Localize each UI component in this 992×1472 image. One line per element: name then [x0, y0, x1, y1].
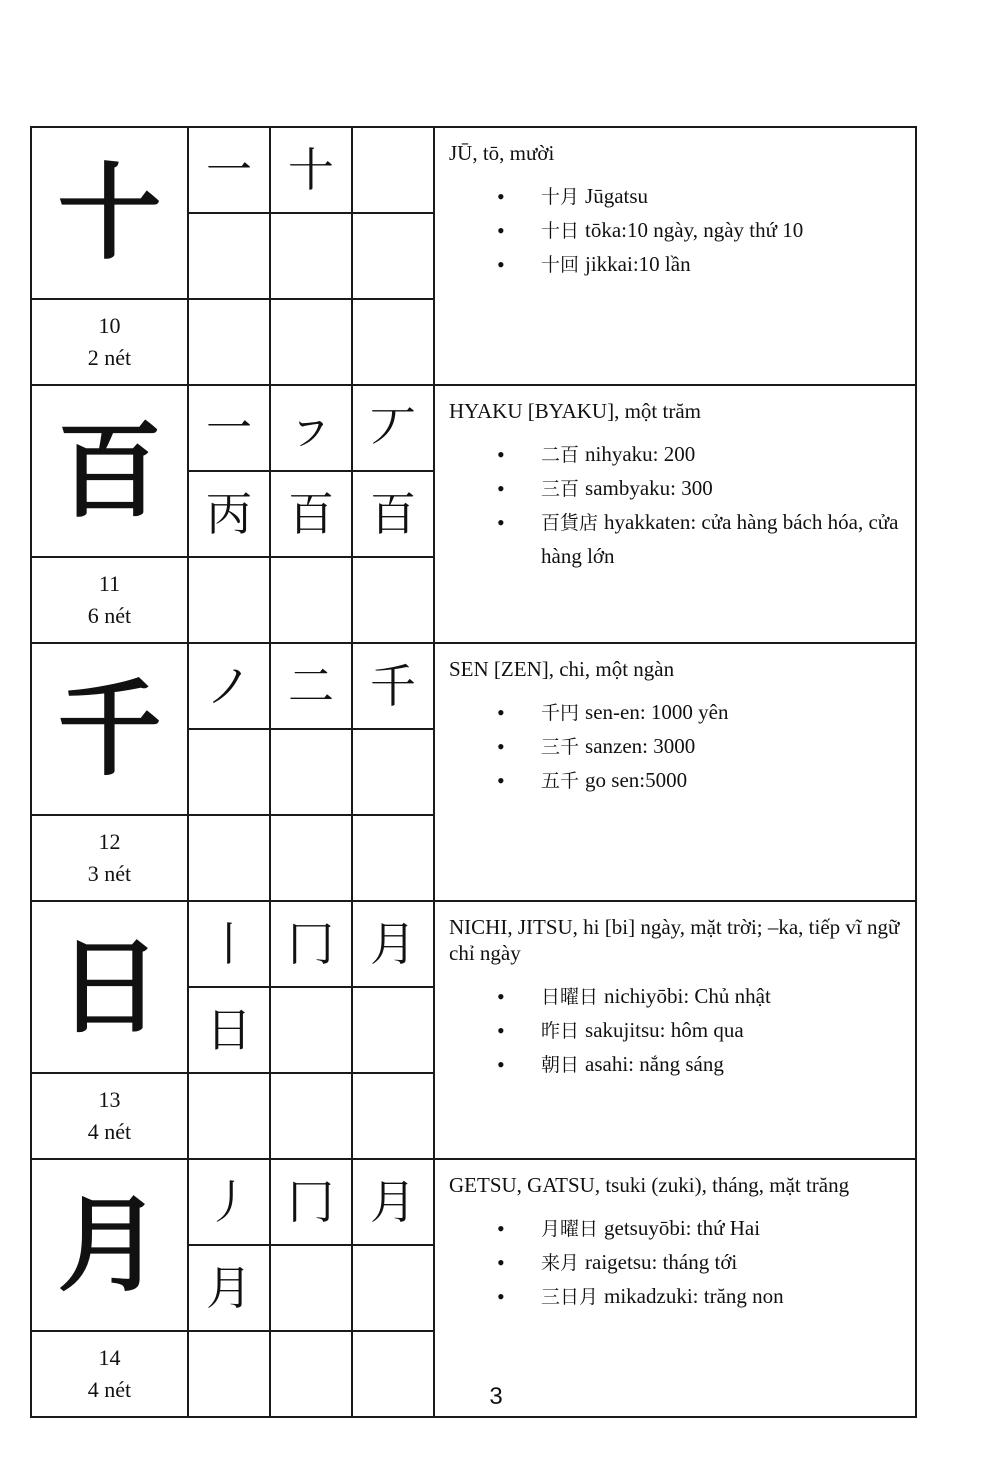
entry-row	[31, 643, 916, 729]
stroke-step-cell	[352, 213, 434, 299]
kanji-table	[30, 126, 917, 1418]
practice-cell	[270, 557, 352, 643]
kanji-number: 13	[98, 1087, 121, 1112]
example-text: sambyaku: 300	[585, 476, 713, 500]
stroke-step: 丨	[206, 917, 252, 971]
stroke-step: 百	[288, 487, 334, 541]
stroke-step-cell	[270, 385, 352, 471]
example-kanji: 十月	[541, 186, 580, 208]
info-cell	[434, 385, 916, 643]
stroke-step: 日	[206, 1003, 252, 1057]
example-item	[449, 214, 903, 248]
reading-text: GETSU, GATSU, tsuki (zuki), tháng, mặt trăng	[449, 1173, 850, 1197]
kanji-cell	[31, 643, 188, 815]
example-item	[449, 180, 903, 214]
stroke-count: 4 nét	[87, 1377, 132, 1402]
example-kanji: 三千	[541, 736, 580, 758]
info-cell	[434, 643, 916, 901]
stroke-step-cell	[270, 729, 352, 815]
bullet-icon: •	[497, 1250, 505, 1275]
stroke-step-cell	[270, 213, 352, 299]
stroke-step-cell	[270, 901, 352, 987]
stroke-step-cell	[270, 471, 352, 557]
bullet-icon: •	[497, 252, 505, 277]
stroke-step-cell	[270, 643, 352, 729]
stroke-step-cell	[188, 901, 270, 987]
example-text: jikkai:10 lần	[585, 252, 691, 276]
bullet-icon: •	[497, 184, 505, 209]
example-kanji: 来月	[541, 1252, 580, 1274]
example-item	[449, 696, 903, 730]
kanji-number-cell	[31, 815, 188, 901]
stroke-step: 月	[370, 917, 416, 971]
kanji-cell	[31, 901, 188, 1073]
practice-cell	[270, 815, 352, 901]
example-text: sen-en: 1000 yên	[585, 700, 729, 724]
stroke-step-cell	[188, 729, 270, 815]
stroke-step-cell	[352, 1159, 434, 1245]
stroke-step-cell	[352, 127, 434, 213]
kanji-number: 14	[98, 1345, 121, 1370]
entry-row	[31, 385, 916, 471]
practice-cell	[352, 1073, 434, 1159]
stroke-step-cell	[352, 385, 434, 471]
stroke-count: 3 nét	[87, 861, 132, 886]
example-kanji: 五千	[541, 770, 580, 792]
example-kanji: 昨日	[541, 1020, 580, 1042]
example-item	[449, 980, 903, 1014]
stroke-step: 丙	[206, 487, 252, 541]
example-item	[449, 248, 903, 282]
stroke-step: 一	[206, 401, 252, 455]
stroke-step: 月	[206, 1261, 252, 1315]
reading-text: JŪ, tō, mười	[449, 141, 555, 165]
stroke-step-cell	[352, 471, 434, 557]
kanji-cell	[31, 385, 188, 557]
example-kanji: 朝日	[541, 1054, 580, 1076]
practice-cell	[270, 299, 352, 385]
example-kanji: 月曜日	[541, 1218, 599, 1240]
stroke-step: 千	[370, 659, 416, 713]
example-item	[449, 1048, 903, 1082]
stroke-step-cell	[188, 643, 270, 729]
example-list	[449, 696, 903, 798]
example-text: nichiyōbi: Chủ nhật	[604, 984, 771, 1008]
stroke-step: ノ	[206, 659, 252, 713]
stroke-step-cell	[270, 1159, 352, 1245]
example-text: Jūgatsu	[585, 184, 649, 208]
kanji-number-cell	[31, 1073, 188, 1159]
stroke-step-cell	[352, 643, 434, 729]
bullet-icon: •	[497, 984, 505, 1009]
kanji-number: 10	[98, 313, 121, 338]
bullet-icon: •	[497, 510, 505, 535]
kanji-number-cell	[31, 299, 188, 385]
stroke-step: 百	[370, 487, 416, 541]
example-item	[449, 472, 903, 506]
stroke-step-cell	[352, 901, 434, 987]
example-item	[449, 1280, 903, 1314]
bullet-icon: •	[497, 476, 505, 501]
example-kanji: 日曜日	[541, 986, 599, 1008]
kanji-number: 11	[98, 571, 121, 596]
example-kanji: 百貨店	[541, 512, 599, 534]
bullet-icon: •	[497, 768, 505, 793]
example-kanji: 二百	[541, 444, 580, 466]
stroke-step-cell	[270, 1245, 352, 1331]
stroke-step-cell	[270, 127, 352, 213]
kanji-cell	[31, 1159, 188, 1331]
stroke-count: 2 nét	[87, 345, 132, 370]
stroke-step-cell	[270, 987, 352, 1073]
bullet-icon: •	[497, 700, 505, 725]
example-text: mikadzuki: trăng non	[604, 1284, 784, 1308]
stroke-step-cell	[188, 1159, 270, 1245]
example-text: getsuyōbi: thứ Hai	[604, 1216, 761, 1240]
example-list	[449, 438, 903, 573]
stroke-count: 6 nét	[87, 603, 132, 628]
practice-cell	[352, 815, 434, 901]
stroke-step-cell	[188, 1245, 270, 1331]
entry-row	[31, 127, 916, 213]
practice-cell	[270, 1073, 352, 1159]
bullet-icon: •	[497, 734, 505, 759]
example-text: raigetsu: tháng tới	[585, 1250, 738, 1274]
example-kanji: 千円	[541, 702, 580, 724]
stroke-step-cell	[188, 471, 270, 557]
page-number: 3	[489, 1383, 503, 1410]
example-list	[449, 1212, 903, 1314]
stroke-step-cell	[352, 987, 434, 1073]
example-item	[449, 764, 903, 798]
stroke-step: 丆	[370, 401, 416, 455]
example-text: sanzen: 3000	[585, 734, 696, 758]
big-kanji: 百	[57, 409, 162, 532]
big-kanji: 十	[57, 151, 162, 274]
practice-cell	[352, 557, 434, 643]
info-cell	[434, 901, 916, 1159]
example-text: hyakkaten: cửa hàng bách hóa, cửa hàng lớn	[541, 510, 899, 568]
stroke-step: 月	[370, 1175, 416, 1229]
reading-text: HYAKU [BYAKU], một trăm	[449, 399, 701, 423]
info-cell	[434, 1159, 916, 1417]
info-cell	[434, 127, 916, 385]
reading-text: NICHI, JITSU, hi [bi] ngày, mặt trời; –ka, tiếp vĩ ngữ chỉ ngày	[449, 915, 900, 965]
example-kanji: 三百	[541, 478, 580, 500]
bullet-icon: •	[497, 1052, 505, 1077]
entry-row	[31, 901, 916, 987]
example-list	[449, 980, 903, 1082]
bullet-icon: •	[497, 442, 505, 467]
entry-row	[31, 1159, 916, 1245]
practice-cell	[188, 299, 270, 385]
stroke-step: 一	[206, 143, 252, 197]
kanji-cell	[31, 127, 188, 299]
bullet-icon: •	[497, 1216, 505, 1241]
stroke-step: 二	[288, 659, 334, 713]
reading-text: SEN [ZEN], chi, một ngàn	[449, 657, 675, 681]
stroke-step: ㇷ	[288, 401, 334, 455]
kanji-number: 12	[98, 829, 121, 854]
stroke-step-cell	[188, 987, 270, 1073]
stroke-step: 十	[288, 143, 334, 197]
example-item	[449, 1014, 903, 1048]
big-kanji: 月	[57, 1183, 162, 1306]
practice-cell	[352, 299, 434, 385]
bullet-icon: •	[497, 218, 505, 243]
example-text: asahi: nắng sáng	[585, 1052, 724, 1076]
example-text: nihyaku: 200	[585, 442, 696, 466]
bullet-icon: •	[497, 1284, 505, 1309]
practice-cell	[188, 1073, 270, 1159]
stroke-step-cell	[352, 729, 434, 815]
example-item	[449, 1212, 903, 1246]
stroke-step-cell	[188, 385, 270, 471]
bullet-icon: •	[497, 1018, 505, 1043]
example-list	[449, 180, 903, 282]
stroke-count: 4 nét	[87, 1119, 132, 1144]
stroke-step-cell	[188, 213, 270, 299]
example-kanji: 十回	[541, 254, 580, 276]
practice-cell	[188, 557, 270, 643]
stroke-step-cell	[352, 1245, 434, 1331]
example-item	[449, 438, 903, 472]
example-text: go sen:5000	[585, 768, 688, 792]
stroke-step: 冂	[288, 1175, 334, 1229]
big-kanji: 千	[57, 667, 162, 790]
big-kanji: 日	[57, 925, 162, 1048]
stroke-step-cell	[188, 127, 270, 213]
example-kanji: 三日月	[541, 1286, 599, 1308]
stroke-step: 冂	[288, 917, 334, 971]
example-kanji: 十日	[541, 220, 580, 242]
example-text: sakujitsu: hôm qua	[585, 1018, 744, 1042]
example-item	[449, 1246, 903, 1280]
stroke-step: 丿	[206, 1175, 252, 1229]
example-text: tōka:10 ngày, ngày thứ 10	[585, 218, 804, 242]
example-item	[449, 506, 903, 573]
practice-cell	[188, 815, 270, 901]
kanji-number-cell	[31, 557, 188, 643]
example-item	[449, 730, 903, 764]
